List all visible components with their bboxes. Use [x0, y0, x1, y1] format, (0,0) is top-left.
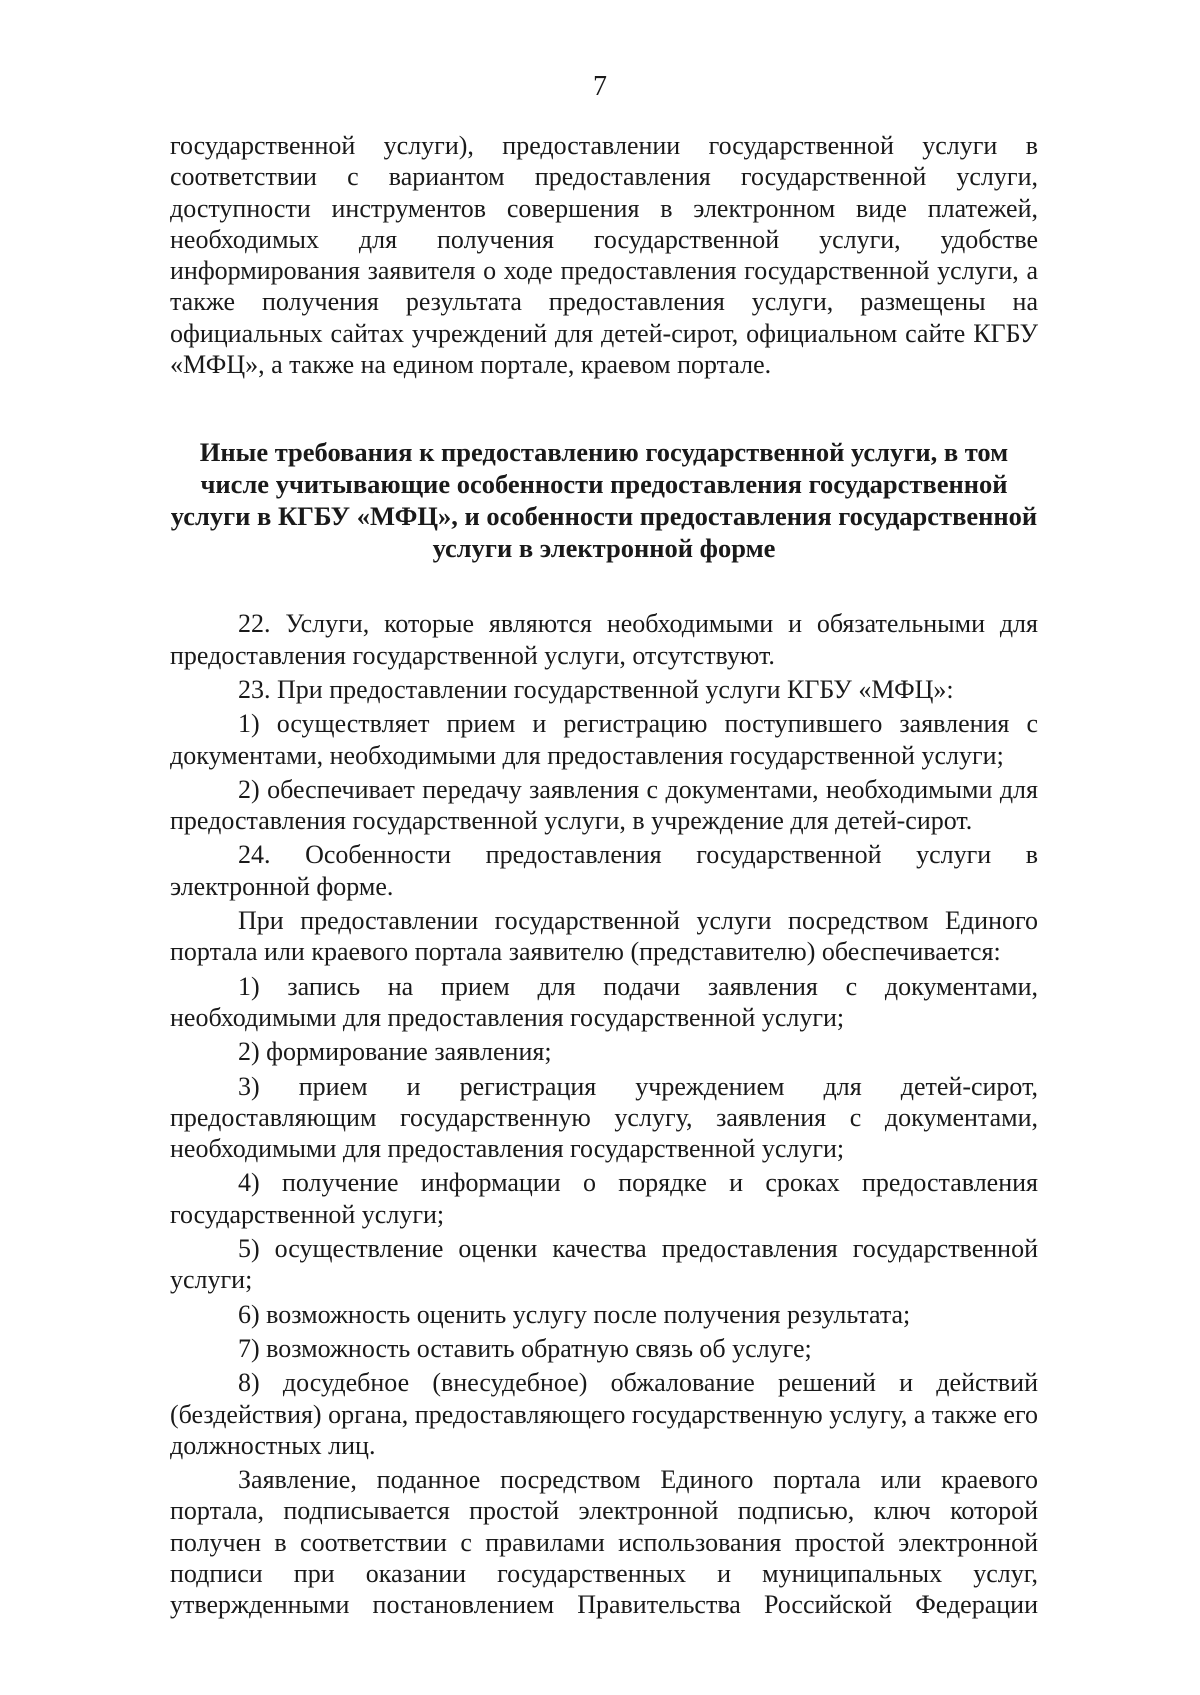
- list-item: 3) прием и регистрация учреждением для детей-сирот, предоставляющим государственную услугу, заявления с документами, необходимыми для предоставления государственной услуги;: [170, 1071, 1038, 1164]
- list-item: 2) обеспечивает передачу заявления с документами, необходимыми для предоставления государственной услуги, в учреждение для детей-сирот.: [170, 774, 1038, 836]
- section-heading-line: числе учитывающие особенности предоставления государственной: [200, 469, 1008, 500]
- list-item: 1) запись на прием для подачи заявления с документами, необходимыми для предоставления государственной услуги;: [170, 971, 1038, 1032]
- list-item: 8) досудебное (внесудебное) обжалование решений и действий (бездействия) органа, предоставляющего государственную услугу, а также его должностных лиц.: [170, 1368, 1038, 1460]
- section-heading-line: услуги в КГБУ «МФЦ», и особенности предоставления государственной: [170, 501, 1038, 532]
- document-body: [170, 130, 1038, 1621]
- list-item: 4) получение информации о порядке и сроках предоставления государственной услуги;: [170, 1168, 1038, 1229]
- list-item: 5) осуществление оценки качества предоставления государственной услуги;: [170, 1234, 1038, 1295]
- paragraph: Заявление, поданное посредством Единого портала или краевого портала, подписывается простой электронной подписью, ключ которой получен в соответствии с правилами использования простой электронной подписи при оказании государственных и муниципальных услуг, утвержденными постановлением Правительства Российской Федерации: [170, 1465, 1038, 1620]
- intro-paragraph: государственной услуги), предоставлении государственной услуги в соответствии с вариантом предоставления государственной услуги, доступности инструментов совершения в электронном виде платежей, необходимых для получения государственной услуги, удобстве информирования заявителя о ходе предоставления государственной услуги, а также получения результата предоставления услуги, размещены на официальных сайтах учреждений для детей-сирот, официальном сайте КГБУ «МФЦ», а также на едином портале, краевом портале.: [170, 131, 1038, 380]
- section-heading-line: Иные требования к предоставлению государственной услуги, в том: [199, 437, 1009, 468]
- list-item: 2) формирование заявления;: [238, 1037, 552, 1067]
- section-heading: [170, 436, 1038, 564]
- section-heading-line: услуги в электронной форме: [432, 533, 776, 564]
- paragraph-24: 24. Особенности предоставления государственной услуги в электронной форме.: [170, 840, 1038, 901]
- list-item: 7) возможность оставить обратную связь об услуге;: [238, 1333, 812, 1363]
- paragraph-23: 23. При предоставлении государственной услуги КГБУ «МФЦ»:: [238, 674, 954, 704]
- list-item: 1) осуществляет прием и регистрацию поступившего заявления с документами, необходимыми для предоставления государственной услуги;: [170, 709, 1038, 770]
- paragraph: При предоставлении государственной услуги посредством Единого портала или краевого портала заявителю (представителю) обеспечивается:: [170, 906, 1038, 967]
- list-item: 6) возможность оценить услугу после получения результата;: [238, 1299, 911, 1329]
- paragraph-22: 22. Услуги, которые являются необходимыми и обязательными для предоставления государственной услуги, отсутствуют.: [170, 609, 1038, 670]
- page-number: 7: [593, 71, 607, 102]
